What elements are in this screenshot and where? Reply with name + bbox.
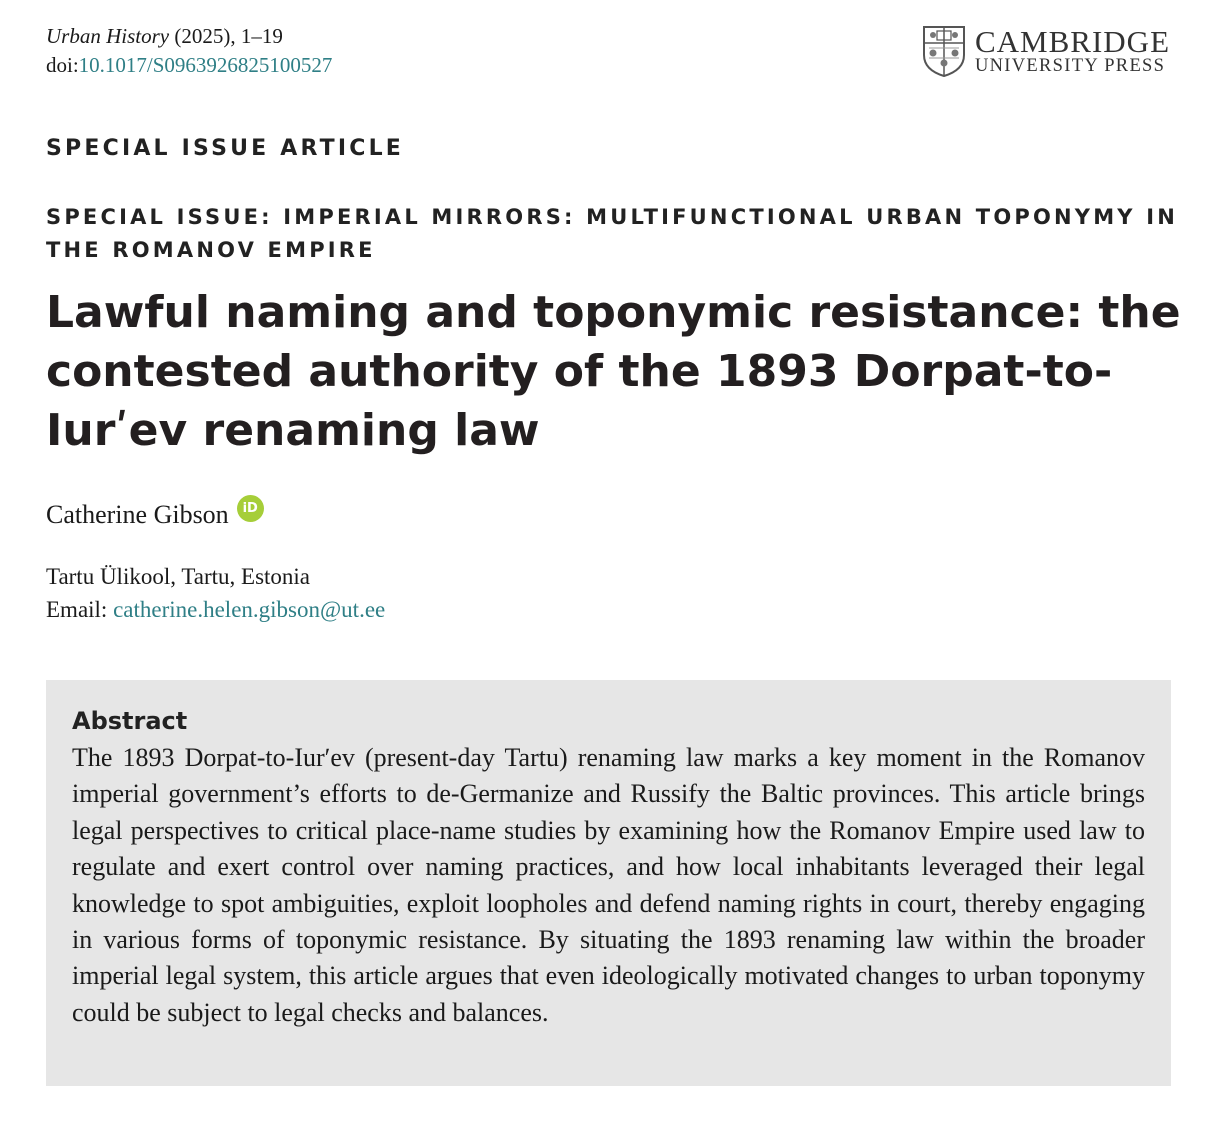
journal-citation — [46, 22, 332, 51]
affiliation: Tartu Ülikool, Tartu, Estonia — [46, 564, 311, 589]
journal-details: (2025), 1–19 — [169, 24, 283, 48]
special-issue-title: SPECIAL ISSUE: IMPERIAL MIRRORS: MULTIFUNCTIONAL URBAN TOPONYMY IN THE ROMANOV EMPIRE — [46, 205, 1179, 262]
article-type: SPECIAL ISSUE ARTICLE — [46, 136, 405, 161]
email-link[interactable]: catherine.helen.gibson@ut.ee — [113, 597, 386, 622]
doi-prefix: doi: — [46, 53, 79, 77]
abstract-box — [46, 680, 1171, 1086]
article-title: Lawful naming and toponymic resistance: the contested authority of the 1893 Dorpat-to-Iurʹev renaming law — [46, 287, 1181, 456]
orcid-icon[interactable]: iD — [237, 495, 264, 522]
abstract-text: The 1893 Dorpat-to-Iurʹev (present-day Tartu) renaming law marks a key moment in the Romanov imperial government’s efforts to de-Germanize and Russify the Baltic provinces. This article brings legal perspectives to critical place-name studies by examining how the Romanov Empire used law to regulate and exert control over naming practices, and how local inhabitants leveraged their legal knowledge to spot ambiguities, exploit loopholes and defend naming rights in court, thereby engaging in various forms of toponymic resistance. By situating the 1893 renaming law within the broader imperial legal system, this article argues that even ideologically motivated changes to urban toponymy could be subject to legal checks and balances. — [72, 743, 1145, 1027]
cambridge-shield-icon — [921, 25, 967, 77]
author-name: Catherine Gibson — [46, 500, 229, 529]
cambridge-logo — [921, 25, 1170, 77]
journal-name: Urban History — [46, 24, 170, 48]
doi-link[interactable]: 10.1017/S0963926825100527 — [78, 53, 333, 77]
affiliation-block — [46, 560, 385, 626]
publisher-subname: UNIVERSITY PRESS — [974, 55, 1166, 76]
journal-header — [46, 22, 332, 80]
email-line — [46, 593, 385, 626]
abstract-heading: Abstract — [72, 707, 188, 735]
doi-line — [46, 51, 332, 80]
email-label: Email: — [46, 597, 114, 622]
publisher-name: CAMBRIDGE — [974, 23, 1170, 59]
author-line — [46, 500, 264, 530]
